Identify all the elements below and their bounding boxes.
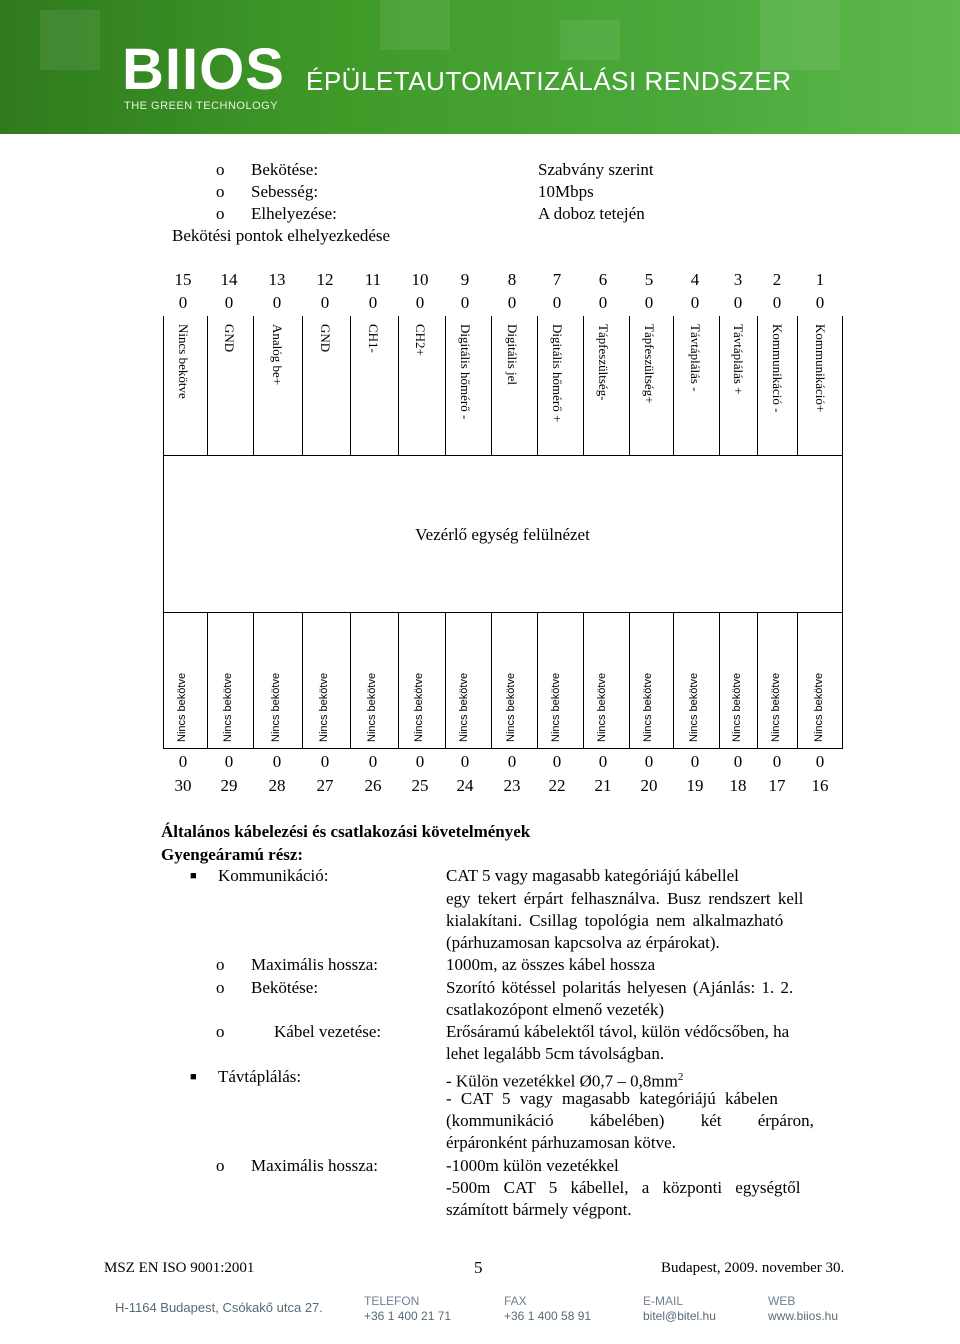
bottom-terminal-label: Nincs bekötve [813,672,825,742]
bottom-terminal-number: 29 [220,776,238,795]
komm-label: Kommunikáció: [218,866,329,885]
email-label: E-MAIL [643,1294,684,1308]
fax-label: FAX [504,1294,527,1308]
top-terminal-divider-line [797,316,798,455]
bottom-terminal-value: 0 [368,752,378,771]
top-terminal-divider-line [673,316,674,455]
bottom-terminal-divider-line [673,612,674,748]
contact-bar [0,1286,960,1344]
top-terminal-number: 5 [644,270,654,289]
top-terminal-label: Digitális jel [505,324,520,386]
bottom-terminal-divider-line [629,612,630,748]
bottom-terminal-divider-line [537,612,538,748]
top-terminal-value: 0 [272,293,282,312]
top-terminal-label: Kommunikáció - [770,324,785,413]
bottom-terminal-label: Nincs bekötve [770,672,782,742]
spec-label: Bekötése: [251,160,319,179]
spec-value: A doboz tetején [538,204,645,223]
bottom-terminal-number: 27 [316,776,334,795]
top-terminal-value: 0 [552,293,562,312]
max-label: Maximális hossza: [251,955,379,974]
bullet-o: o [216,978,225,997]
tav-sup: 2 [677,1071,684,1083]
top-terminal-value: 0 [815,293,825,312]
bottom-terminal-divider-line [491,612,492,748]
bottom-terminal-value: 0 [507,752,517,771]
bottom-terminal-divider [163,612,842,613]
spec-value: Szabvány szerint [538,160,654,179]
bottom-terminal-label: Nincs bekötve [505,672,517,742]
top-terminal-number: 14 [220,270,238,289]
top-terminal-value: 0 [178,293,188,312]
bottom-terminal-number: 19 [686,776,704,795]
top-terminal-divider-line [583,316,584,455]
top-terminal-divider-line [719,316,720,455]
spec-value: 10Mbps [538,182,594,201]
top-terminal-value: 0 [690,293,700,312]
top-terminal-label: Tápfeszültség+ [642,324,657,404]
spec-label: Sebesség: [251,182,319,201]
max2-line: -500m CAT 5 kábellel, a központi egységtől [446,1178,801,1197]
bottom-terminal-value: 0 [644,752,654,771]
phone-label: TELEFON [364,1294,420,1308]
bottom-terminal-number: 21 [594,776,612,795]
bottom-terminal-label: Nincs bekötve [731,672,743,742]
bottom-terminal-value: 0 [272,752,282,771]
top-terminal-value: 0 [598,293,608,312]
top-terminal-number: 10 [411,270,429,289]
bottom-terminal-value: 0 [598,752,608,771]
komm-line: CAT 5 vagy magasabb kategóriájú kábellel [446,866,739,885]
kabel-line: Erősáramú kábelektől távol, külön védőcsőben, ha [446,1022,790,1041]
komm-line: kialakítani. Csillag topológia nem alkalmazható [446,911,784,930]
page-number: 5 [474,1258,483,1277]
brand-tagline: THE GREEN TECHNOLOGY [124,100,279,112]
top-terminal-divider-line [757,316,758,455]
spec-bullet: o [216,160,225,179]
top-terminal-label: Tápfeszültség- [596,324,611,401]
komm-line: egy tekert érpárt felhasználva. Busz rendszert kell [446,889,804,908]
top-terminal-value: 0 [507,293,517,312]
contact-address: H-1164 Budapest, Csókakő utca 27. [115,1300,323,1315]
top-terminal-number: 15 [174,270,192,289]
bottom-terminal-value: 0 [178,752,188,771]
top-terminal-label: GND [318,324,333,353]
bottom-terminal-label: Nincs bekötve [596,672,608,742]
bottom-terminal-divider-line [757,612,758,748]
top-terminal-number: 9 [460,270,470,289]
bottom-terminal-number: 20 [640,776,658,795]
top-terminal-label: Kommunikáció+ [813,324,828,413]
top-terminal-label: Digitális hőmérő + [550,324,565,423]
bottom-terminal-number: 24 [456,776,474,795]
bottom-terminal-divider-line [398,612,399,748]
top-terminal-divider [163,455,842,456]
top-terminal-label: Távtáplálás + [731,324,746,395]
top-terminal-divider-line [398,316,399,455]
max2-line: számított bármely végpont. [446,1200,632,1219]
top-terminal-value: 0 [733,293,743,312]
top-terminal-value: 0 [772,293,782,312]
bottom-terminal-value: 0 [815,752,825,771]
bottom-terminal-value: 0 [320,752,330,771]
tav-line: (kommunikáció kábelében) két érpáron, [446,1111,814,1130]
top-terminal-number: 6 [598,270,608,289]
bek-line: csatlakozópont elmenő vezeték) [446,1000,665,1019]
tav-line [446,1067,683,1092]
top-terminal-label: GND [222,324,237,353]
bottom-terminal-label: Nincs bekötve [550,672,562,742]
top-terminal-value: 0 [368,293,378,312]
fax-value: +36 1 400 58 91 [504,1309,592,1323]
top-terminal-divider-line [537,316,538,455]
req-subtitle: Gyengeáramú rész: [161,845,304,864]
center-label: Vezérlő egység felülnézet [415,525,590,544]
bottom-terminal-value: 0 [460,752,470,771]
bottom-terminal-divider-line [207,612,208,748]
bottom-terminal-value: 0 [224,752,234,771]
top-terminal-divider-line [445,316,446,455]
web-value[interactable]: www.biios.hu [768,1309,839,1323]
bek-line: Szorító kötéssel polaritás helyesen (Ajánlás: 1. 2. [446,978,794,997]
top-terminal-number: 2 [772,270,782,289]
bottom-terminal-number: 22 [548,776,566,795]
kabel-line: lehet legalább 5cm távolságban. [446,1044,665,1063]
bullet-o: o [216,1156,225,1175]
top-terminal-divider-line [491,316,492,455]
top-terminal-label: CH1- [366,324,381,353]
top-terminal-number: 8 [507,270,517,289]
bottom-terminal-number: 28 [268,776,286,795]
bottom-terminal-number: 16 [811,776,829,795]
kabel-label: Kábel vezetése: [274,1022,382,1041]
bottom-terminal-divider-line [583,612,584,748]
bottom-terminal-divider-line [719,612,720,748]
komm-line: (párhuzamosan kapcsolva az érpárokat). [446,933,720,952]
bullet-o: o [216,1022,225,1041]
bottom-terminal-label: Nincs bekötve [270,672,282,742]
phone-value: +36 1 400 21 71 [364,1309,452,1323]
bottom-terminal-label: Nincs bekötve [688,672,700,742]
top-terminal-number: 13 [268,270,286,289]
top-terminal-divider-line [253,316,254,455]
bottom-terminal-value: 0 [772,752,782,771]
tav-line-text: - Külön vezetékkel Ø0,7 – 0,8mm [446,1071,678,1091]
bottom-terminal-label: Nincs bekötve [413,672,425,742]
spec-bullet: o [216,204,225,223]
top-terminal-value: 0 [644,293,654,312]
top-terminal-value: 0 [320,293,330,312]
bottom-terminal-number: 26 [364,776,382,795]
bottom-terminal-value: 0 [552,752,562,771]
top-terminal-number: 3 [733,270,743,289]
square-bullet: ■ [190,870,197,882]
top-terminal-number: 12 [316,270,334,289]
top-terminal-label: Analóg be+ [270,324,285,386]
header-banner [0,0,960,134]
top-terminal-value: 0 [224,293,234,312]
bottom-terminal-divider-line [797,612,798,748]
header-title: ÉPÜLETAUTOMATIZÁLÁSI RENDSZER [306,66,792,96]
top-terminal-label: Távtáplálás - [688,324,703,392]
bottom-terminal-label: Nincs bekötve [222,672,234,742]
top-terminal-number: 4 [690,270,700,289]
bek-label: Bekötése: [251,978,319,997]
brand-logo: BIIOS [122,37,285,102]
top-terminal-divider-line [207,316,208,455]
bottom-terminal-label: Nincs bekötve [176,672,188,742]
top-terminal-divider-line [629,316,630,455]
bottom-terminal-label: Nincs bekötve [366,672,378,742]
web-label: WEB [768,1294,796,1308]
top-terminal-label: Nincs bekötve [176,324,191,399]
bottom-terminal-label: Nincs bekötve [318,672,330,742]
bottom-terminal-number: 30 [174,776,192,795]
top-terminal-number: 7 [552,270,562,289]
max-value: 1000m, az összes kábel hossza [446,955,656,974]
top-terminal-number: 1 [815,270,825,289]
bottom-terminal-label: Nincs bekötve [458,672,470,742]
max2-label: Maximális hossza: [251,1156,379,1175]
footer-standard: MSZ EN ISO 9001:2001 [104,1260,255,1276]
bottom-terminal-number: 25 [411,776,429,795]
email-value[interactable]: bitel@bitel.hu [643,1309,716,1323]
req-title: Általános kábelezési és csatlakozási követelmények [161,822,531,841]
top-terminal-value: 0 [460,293,470,312]
tav-label: Távtáplálás: [218,1067,302,1086]
top-terminal-divider-line [302,316,303,455]
bottom-terminal-number: 23 [503,776,521,795]
bottom-terminal-value: 0 [415,752,425,771]
bottom-terminal-number: 17 [768,776,786,795]
square-bullet: ■ [190,1071,197,1083]
top-terminal-label: CH2+ [413,324,428,356]
section-title: Bekötési pontok elhelyezkedése [172,226,391,245]
max2-line: -1000m külön vezetékkel [446,1156,619,1175]
bottom-terminal-divider-line [253,612,254,748]
bottom-terminal-number: 18 [729,776,747,795]
tav-line: érpáronként párhuzamosan kötve. [446,1133,676,1152]
top-terminal-value: 0 [415,293,425,312]
tav-line: - CAT 5 vagy magasabb kategóriájú kábelen [446,1089,778,1108]
bottom-terminal-divider-line [350,612,351,748]
bottom-terminal-divider-line [302,612,303,748]
top-terminal-divider-line [350,316,351,455]
bottom-terminal-value: 0 [690,752,700,771]
footer-date: Budapest, 2009. november 30. [661,1260,845,1276]
bottom-terminal-value: 0 [733,752,743,771]
spec-bullet: o [216,182,225,201]
top-terminal-number: 11 [364,270,382,289]
bullet-o: o [216,955,225,974]
top-terminal-label: Digitális hőmérő - [458,324,473,420]
spec-label: Elhelyezése: [251,204,337,223]
bottom-terminal-divider-line [445,612,446,748]
bottom-terminal-label: Nincs bekötve [642,672,654,742]
